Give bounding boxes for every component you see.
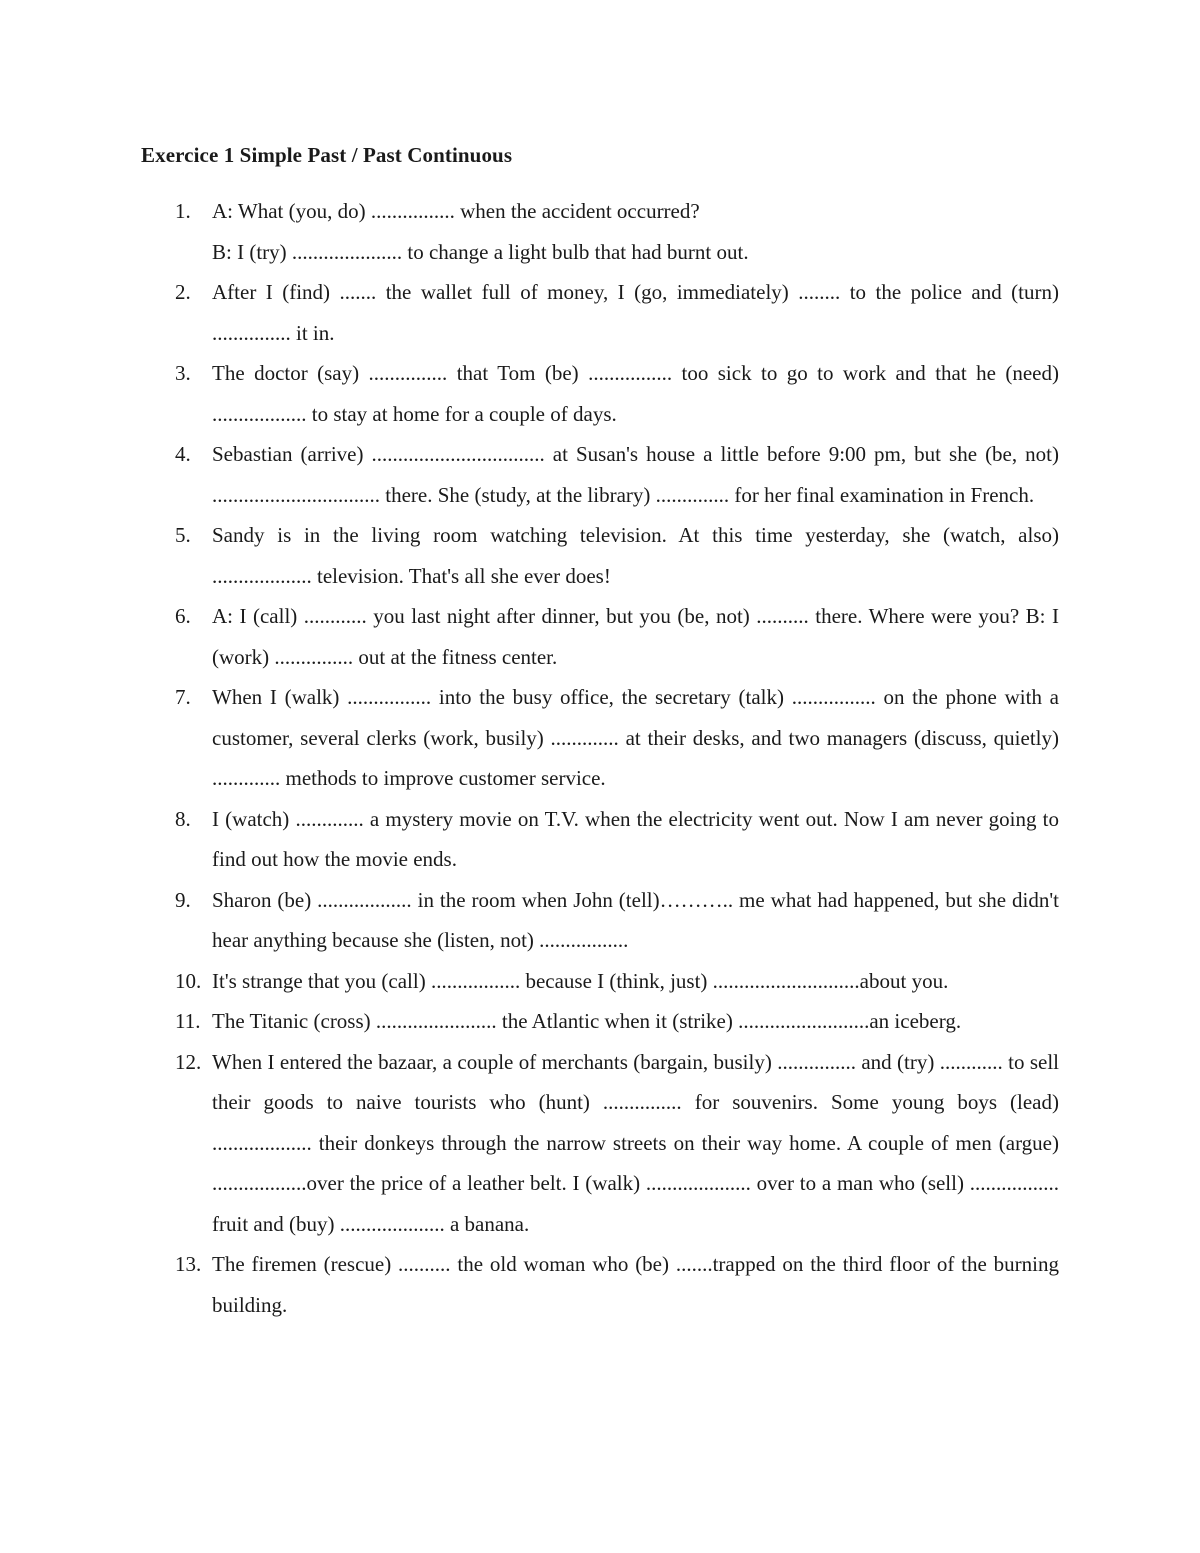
item-text: After I (find) ....... the wallet full of money, I (go, immediately) ........ to the police and (turn) ............... it in. [212, 280, 1059, 345]
item-text: A: What (you, do) ................ when the accident occurred? [212, 199, 700, 223]
item-text: The firemen (rescue) .......... the old woman who (be) .......trapped on the third floor of the burning building. [212, 1252, 1059, 1317]
item-number: 12. [175, 1049, 202, 1074]
list-item [175, 353, 1059, 434]
item-number: 2. [175, 280, 191, 304]
item-text: Sharon (be) .................. in the room when John (tell)……….. me what had happened, but she didn't hear anything because she (listen, not) ................. [212, 887, 1059, 952]
list-item [175, 961, 1059, 1002]
item-text: Sebastian (arrive) ................................. at Susan's house a little before 9:00 pm, but she (be, not) ................................ there. She (study, at the library) .............. for her final examination in French. [212, 442, 1059, 507]
list-item [175, 1244, 1059, 1325]
item-text: It's strange that you (call) ................. because I (think, just) ............................about you. [212, 968, 949, 993]
item-text: A: I (call) ............ you last night after dinner, but you (be, not) .......... there. Where were you? B: I (work) ............... out at the fitness center. [212, 604, 1059, 669]
list-item [175, 191, 1059, 272]
list-item [175, 434, 1059, 515]
list-item [175, 1042, 1059, 1245]
item-text: The doctor (say) ............... that Tom (be) ................ too sick to go to work and that he (need) .................. to stay at home for a couple of days. [212, 361, 1059, 426]
list-item [175, 272, 1059, 353]
item-number: 6. [175, 604, 191, 628]
item-number: 7. [175, 685, 191, 709]
item-text: The Titanic (cross) ....................... the Atlantic when it (strike) .........................an iceberg. [212, 1009, 962, 1033]
item-text: When I entered the bazaar, a couple of merchants (bargain, busily) ............... and (try) ............ to sell their goods to naive tourists who (hunt) ............... for souvenirs. Some young boys (lead) ................... their donkeys through the narrow streets on their way home. A couple of men (argue) ..................over the price of a leather belt. I (walk) .................... over to a man who (sell) ................. fruit and (buy) .................... a banana. [212, 1049, 1059, 1236]
item-number: 3. [175, 361, 191, 385]
item-text: B: I (try) ..................... to change a light bulb that had burnt out. [212, 239, 749, 264]
page-title: Exercice 1 Simple Past / Past Continuous [141, 143, 513, 167]
item-number: 4. [175, 442, 191, 466]
item-text: Sandy is in the living room watching television. At this time yesterday, she (watch, also) ................... television. That's all she ever does! [212, 523, 1059, 588]
item-number: 10. [175, 968, 202, 993]
list-item [175, 880, 1059, 961]
list-item [175, 1001, 1059, 1042]
list-item [175, 799, 1059, 880]
list-item [175, 677, 1059, 799]
list-item [175, 515, 1059, 596]
exercise-list [175, 191, 1059, 1325]
list-item [175, 596, 1059, 677]
item-number: 13. [175, 1252, 202, 1276]
item-text: When I (walk) ................ into the busy office, the secretary (talk) ................ on the phone with a customer, several clerks (work, busily) ............. at their desks, and two managers (discuss, quietly) ............. methods to improve customer service. [212, 685, 1059, 790]
item-number: 1. [175, 199, 191, 223]
item-number: 8. [175, 806, 191, 831]
item-number: 5. [175, 523, 191, 547]
item-text: I (watch) ............. a mystery movie on T.V. when the electricity went out. Now I am never going to find out how the movie ends. [212, 806, 1059, 871]
item-number: 11. [175, 1009, 201, 1033]
item-number: 9. [175, 887, 191, 912]
